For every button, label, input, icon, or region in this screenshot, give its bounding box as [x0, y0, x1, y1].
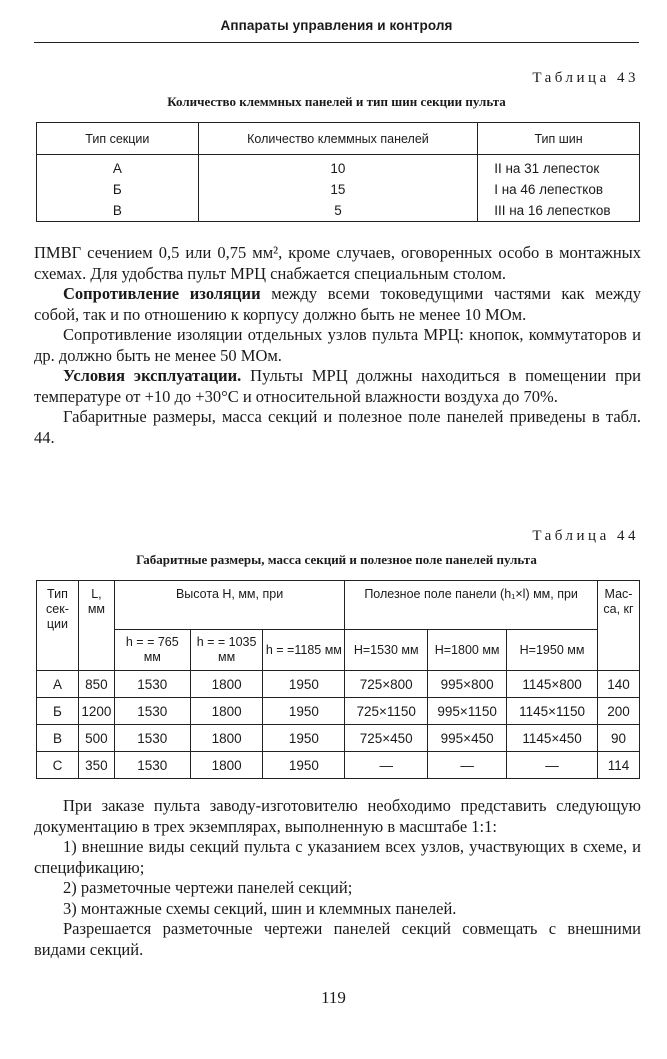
table44-cell: — — [428, 752, 507, 779]
table43 — [36, 122, 640, 222]
table44-row — [37, 698, 640, 725]
table44-subheader-cell: H=1800 мм — [428, 630, 507, 671]
table44-row — [37, 725, 640, 752]
table44-subheader-cell: H=1950 мм — [507, 630, 598, 671]
table44-cell: 350 — [78, 752, 114, 779]
paragraph-text: между всеми токоведущими частями как между собой, так и по отношению к корпусу должно быть не менее 10 МОм. — [34, 284, 641, 324]
table44-cell: — — [507, 752, 598, 779]
closing-text — [34, 796, 641, 960]
paragraph — [34, 366, 641, 407]
table43-row — [37, 179, 640, 200]
paragraph: Сопротивление изоляции отдельных узлов пульта МРЦ: кнопок, коммутаторов и др. должно быть не менее 50 МОм. — [34, 325, 641, 365]
table43-cell: 10 — [198, 155, 477, 180]
table43-caption: Количество клеммных панелей и тип шин секции пульта — [167, 94, 506, 109]
running-head: Аппараты управления и контроля — [220, 18, 453, 33]
table44-cell: 725×800 — [345, 671, 428, 698]
table43-header-cell: Тип шин — [478, 123, 640, 155]
table44-cell: 1950 — [263, 698, 345, 725]
table44-cell: 725×450 — [345, 725, 428, 752]
table44-subheader-cell: h = = 765 мм — [114, 630, 190, 671]
table44-cell: 1530 — [114, 671, 190, 698]
table44-cell: 114 — [597, 752, 639, 779]
table43-header-cell: Тип секции — [37, 123, 199, 155]
table44-cell: Б — [37, 698, 79, 725]
table44-cell: 995×450 — [428, 725, 507, 752]
table44-cell: 1950 — [263, 725, 345, 752]
table44-cell: 1530 — [114, 752, 190, 779]
table43-row — [37, 155, 640, 180]
table43-number: Таблица 43 — [532, 70, 639, 86]
list-item: 3) монтажные схемы секций, шин и клеммных панелей. — [63, 898, 457, 918]
paragraph-bold-lead: Сопротивление изоляции — [63, 284, 261, 303]
table44-header-length: L, мм — [78, 581, 114, 671]
table44-cell: 1950 — [263, 752, 345, 779]
table44-header-mass: Мас-са, кг — [597, 581, 639, 671]
table43-cell: А — [37, 155, 199, 180]
table43-cell: III на 16 лепестков — [478, 200, 640, 222]
table44-cell: 1145×1150 — [507, 698, 598, 725]
table44-cell: 1530 — [114, 725, 190, 752]
table44-cell: 995×800 — [428, 671, 507, 698]
list-item: 2) разметочные чертежи панелей секций; — [63, 878, 353, 897]
table44-row — [37, 752, 640, 779]
table43-cell: 15 — [198, 179, 477, 200]
table43-cell: 5 — [198, 200, 477, 222]
header-rule — [34, 42, 639, 43]
paragraph: ПМВГ сечением 0,5 или 0,75 мм², кроме случаев, оговоренных особо в монтажных схемах. Для удобства пульт МРЦ снабжается специальным столом. — [34, 243, 641, 283]
table44-cell: 1530 — [114, 698, 190, 725]
table44-cell: 1800 — [190, 725, 263, 752]
table44-cell: В — [37, 725, 79, 752]
table44-cell: 200 — [597, 698, 639, 725]
table44-cell: 1800 — [190, 752, 263, 779]
table44-subheader-cell: H=1530 мм — [345, 630, 428, 671]
table44-cell: 725×1150 — [345, 698, 428, 725]
paragraph: Габаритные размеры, масса секций и полезное поле панелей приведены в табл. 44. — [34, 407, 641, 447]
table44-cell: 1145×800 — [507, 671, 598, 698]
table44-cell: — — [345, 752, 428, 779]
table44-subheader-cell: h = =1185 мм — [263, 630, 345, 671]
table44 — [36, 580, 640, 779]
table44-number: Таблица 44 — [532, 528, 639, 544]
table44-header-row — [37, 581, 640, 630]
table43-header-row — [37, 123, 640, 155]
paragraph-bold-lead: Условия эксплуатации. — [63, 366, 242, 385]
paragraph: Разрешается разметочные чертежи панелей секций совмещать с внешними видами секций. — [34, 919, 641, 959]
table44-row — [37, 671, 640, 698]
paragraph: При заказе пульта заводу-изготовителю необходимо представить следующую документацию в трех экземплярах, выполненную в масштабе 1:1: — [34, 796, 641, 836]
table44-cell: 1800 — [190, 671, 263, 698]
table44-cell: 140 — [597, 671, 639, 698]
table44-cell: 1200 — [78, 698, 114, 725]
table44-subheader-cell: h = = 1035 мм — [190, 630, 263, 671]
table43-cell: Б — [37, 179, 199, 200]
table44-header-type: Тип сек-ции — [37, 581, 79, 671]
table43-row — [37, 200, 640, 222]
table44-cell: 1800 — [190, 698, 263, 725]
table44-header-height: Высота Н, мм, при — [114, 581, 344, 630]
paragraph-text: Пульты МРЦ должны находиться в помещении при температуре от +10 до +30°С и относительной влажности воздуха до 70%. — [34, 366, 641, 406]
table44-cell: 850 — [78, 671, 114, 698]
table44-cell: А — [37, 671, 79, 698]
body-text — [34, 243, 641, 448]
paragraph — [34, 284, 641, 325]
table43-cell: I на 46 лепестков — [478, 179, 640, 200]
page-number: 119 — [321, 988, 346, 1007]
table44-subheader-row — [37, 630, 640, 671]
table43-cell: II на 31 лепесток — [478, 155, 640, 180]
table43-cell: В — [37, 200, 199, 222]
table44-header-field: Полезное поле панели (h₁×l) мм, при — [345, 581, 598, 630]
list-item: 1) внешние виды секций пульта с указанием всех узлов, участвующих в схеме, и спецификацию; — [34, 837, 641, 877]
table44-cell: 995×1150 — [428, 698, 507, 725]
table44-cell: 1950 — [263, 671, 345, 698]
table43-header-cell: Количество клеммных панелей — [198, 123, 477, 155]
table44-cell: С — [37, 752, 79, 779]
table44-cell: 1145×450 — [507, 725, 598, 752]
table44-caption: Габаритные размеры, масса секций и полезное поле панелей пульта — [136, 552, 537, 567]
table44-cell: 500 — [78, 725, 114, 752]
table44-cell: 90 — [597, 725, 639, 752]
